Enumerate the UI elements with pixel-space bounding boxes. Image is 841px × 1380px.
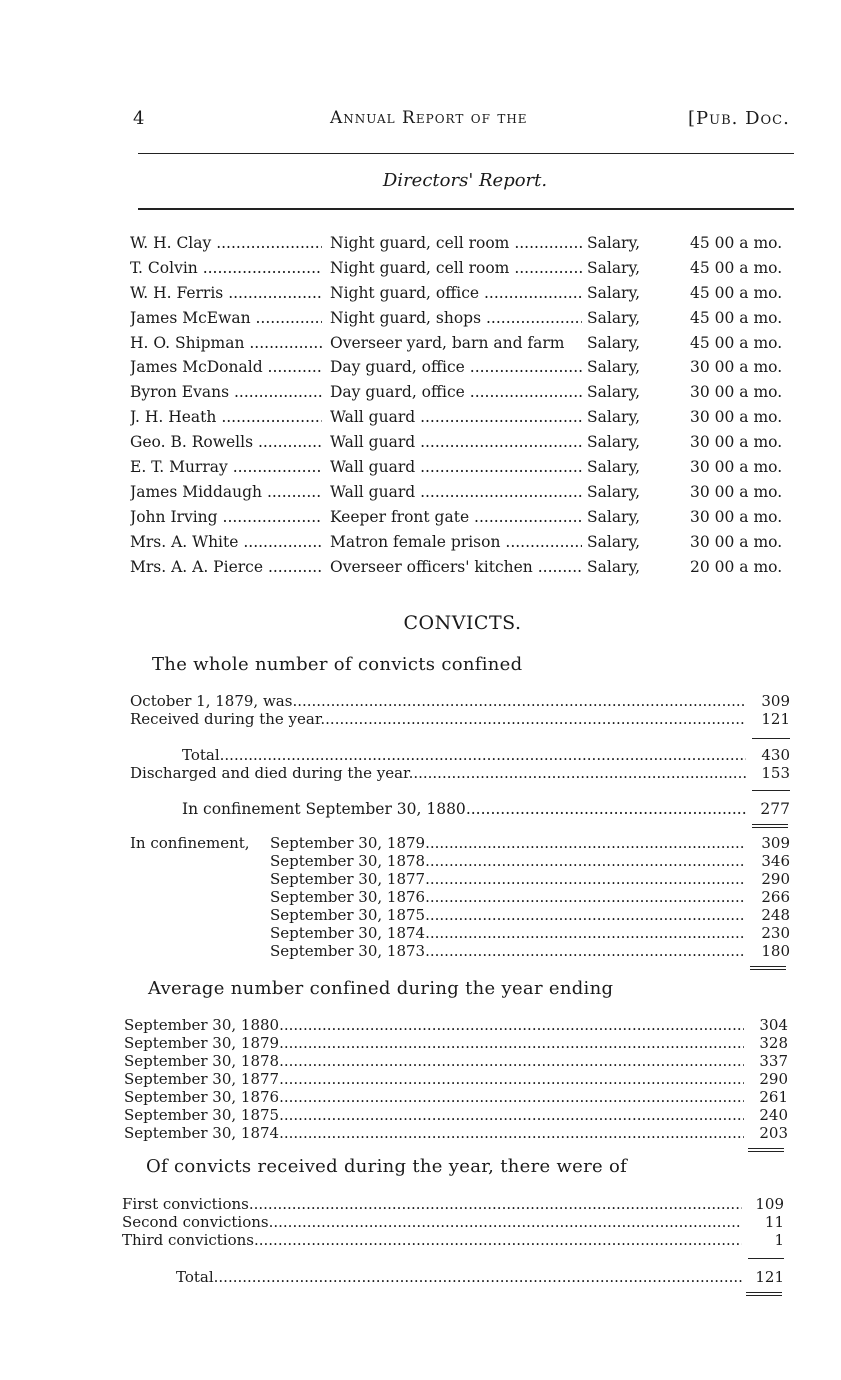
staff-row [130, 508, 800, 533]
staff-position: Keeper front gate ..... [330, 508, 582, 526]
staff-name: Mrs. A. A. Pierce ..... [130, 558, 322, 576]
staff-pay-type: Salary, [587, 258, 641, 277]
received-total-label: Total ..... [176, 1268, 742, 1286]
history-value: 230 [761, 924, 790, 942]
october-label: October 1, 1879, was ..... [130, 692, 746, 710]
confinement-label: In confinement September 30, 1880 ..... [182, 800, 746, 818]
average-value: 203 [759, 1124, 788, 1142]
average-date: September 30, 1876 ..... [124, 1088, 744, 1106]
average-date: September 30, 1875 ..... [124, 1106, 744, 1124]
whole-number-intro: The whole number of convicts confined [152, 654, 523, 675]
staff-position: Night guard, cell room ..... [330, 259, 582, 277]
total-value: 430 [761, 746, 790, 764]
staff-amount: 45 00 a mo. [690, 308, 783, 327]
average-value: 304 [759, 1016, 788, 1034]
double-rule [750, 966, 786, 970]
page-header [0, 108, 841, 134]
staff-amount: 45 00 a mo. [690, 234, 783, 252]
staff-position: Night guard, cell room ..... [330, 234, 582, 252]
staff-row [130, 433, 800, 458]
average-date: September 30, 1877 ..... [124, 1070, 744, 1088]
history-date: September 30, 1873 ..... [270, 942, 746, 960]
confinement-row [182, 800, 790, 818]
staff-amount: 30 00 a mo. [690, 458, 783, 477]
staff-row [130, 334, 800, 359]
staff-position: Matron female prison ..... [330, 533, 582, 551]
staff-pay-type: Salary, [587, 358, 641, 377]
double-rule [748, 1148, 784, 1152]
history-value: 309 [761, 834, 790, 852]
staff-pay-type: Salary, [587, 433, 641, 452]
history-row [270, 852, 790, 870]
staff-row [130, 358, 800, 383]
discharged-label: Discharged and died during the year ..... [130, 764, 746, 782]
history-value: 248 [761, 906, 790, 924]
staff-name: T. Colvin ..... [130, 259, 322, 277]
received-breakdown-intro: Of convicts received during the year, there were of [146, 1156, 628, 1177]
double-rule [752, 824, 788, 828]
staff-name: James McDonald ..... [130, 358, 322, 376]
received-total-row [176, 1268, 784, 1286]
conviction-label: First convictions ..... [122, 1195, 742, 1213]
staff-position: Night guard, office ..... [330, 284, 582, 302]
history-row [270, 924, 790, 942]
staff-pay-type: Salary, [587, 234, 641, 252]
received-row [130, 710, 790, 728]
difference-rule [752, 790, 790, 791]
staff-pay-type: Salary, [587, 383, 641, 402]
staff-name: Byron Evans ..... [130, 383, 322, 401]
average-value: 240 [759, 1106, 788, 1124]
conviction-label: Second convictions ..... [122, 1213, 742, 1231]
average-row [124, 1088, 788, 1106]
staff-amount: 30 00 a mo. [690, 507, 783, 526]
staff-pay-type: Salary, [587, 507, 641, 526]
staff-pay-type: Salary, [587, 557, 641, 576]
staff-pay-type: Salary, [587, 283, 641, 302]
history-date: September 30, 1878 ..... [270, 852, 746, 870]
staff-pay-type: Salary, [587, 482, 641, 501]
average-date: September 30, 1878 ..... [124, 1052, 744, 1070]
average-row [124, 1016, 788, 1034]
staff-list [130, 234, 800, 582]
conviction-value: 109 [755, 1195, 784, 1213]
history-date: September 30, 1874 ..... [270, 924, 746, 942]
page-number: 4 [133, 108, 145, 129]
received-total-value: 121 [755, 1268, 784, 1286]
staff-name: James McEwan ..... [130, 309, 322, 327]
staff-position: Overseer officers' kitchen ..... [330, 558, 582, 576]
staff-pay-type: Salary, [587, 308, 641, 327]
staff-pay-type: Salary, [587, 458, 641, 477]
average-row [124, 1124, 788, 1142]
history-row [270, 906, 790, 924]
discharged-row [130, 764, 790, 782]
staff-pay-type: Salary, [587, 532, 641, 551]
staff-name: Mrs. A. White ..... [130, 533, 322, 551]
sum-rule [752, 738, 790, 739]
october-value: 309 [761, 692, 790, 710]
staff-amount: 30 00 a mo. [690, 532, 783, 551]
staff-pay-type: Salary, [587, 333, 641, 352]
average-value: 261 [759, 1088, 788, 1106]
history-date: September 30, 1875 ..... [270, 906, 746, 924]
conviction-value: 11 [764, 1213, 784, 1231]
staff-amount: 30 00 a mo. [690, 433, 783, 452]
average-date: September 30, 1879 ..... [124, 1034, 744, 1052]
conviction-value: 1 [774, 1231, 784, 1249]
history-value: 346 [761, 852, 790, 870]
history-value: 290 [761, 870, 790, 888]
staff-amount: 45 00 a mo. [690, 258, 783, 277]
history-value: 180 [761, 942, 790, 960]
conviction-label: Third convictions ..... [122, 1231, 742, 1249]
history-date: September 30, 1877 ..... [270, 870, 746, 888]
average-row [124, 1106, 788, 1124]
conviction-row [122, 1231, 784, 1249]
staff-name: James Middaugh ..... [130, 483, 322, 501]
received-value: 121 [761, 710, 790, 728]
staff-name: John Irving ..... [130, 508, 322, 526]
staff-amount: 45 00 a mo. [690, 333, 783, 352]
staff-row [130, 309, 800, 334]
staff-row [130, 483, 800, 508]
average-value: 290 [759, 1070, 788, 1088]
history-value: 266 [761, 888, 790, 906]
staff-name: E. T. Murray ..... [130, 458, 322, 476]
staff-position: Wall guard ..... [330, 458, 582, 476]
received-label: Received during the year ..... [130, 710, 746, 728]
section-rule [138, 208, 794, 210]
average-row [124, 1070, 788, 1088]
staff-amount: 30 00 a mo. [690, 358, 783, 377]
history-row [270, 870, 790, 888]
staff-position: Wall guard ..... [330, 408, 582, 426]
history-row [270, 834, 790, 852]
staff-row [130, 284, 800, 309]
total-label: Total ..... [182, 746, 746, 764]
staff-row [130, 533, 800, 558]
history-date: September 30, 1876 ..... [270, 888, 746, 906]
staff-amount: 45 00 a mo. [690, 283, 783, 302]
running-title: Annual Report of the [330, 108, 528, 128]
average-date: September 30, 1874 ..... [124, 1124, 744, 1142]
staff-position: Wall guard ..... [330, 433, 582, 451]
staff-position: Wall guard ..... [330, 483, 582, 501]
staff-name: Geo. B. Rowells ..... [130, 433, 322, 451]
average-date: September 30, 1880 ..... [124, 1016, 744, 1034]
sum-rule [748, 1258, 784, 1259]
staff-row [130, 259, 800, 284]
staff-name: W. H. Ferris ..... [130, 284, 322, 302]
average-row [124, 1052, 788, 1070]
staff-amount: 30 00 a mo. [690, 482, 783, 501]
history-heading: In confinement, [130, 834, 250, 852]
october-row [130, 692, 790, 710]
total-row [182, 746, 790, 764]
staff-pay-type: Salary, [587, 408, 641, 427]
staff-name: J. H. Heath ..... [130, 408, 322, 426]
convicts-heading: CONVICTS. [403, 612, 522, 634]
section-title: Directors' Report. [382, 170, 548, 191]
staff-amount: 30 00 a mo. [690, 383, 783, 402]
double-rule [746, 1292, 782, 1296]
conviction-row [122, 1213, 784, 1231]
staff-name: H. O. Shipman ..... [130, 334, 322, 352]
history-date: September 30, 1879 ..... [270, 834, 746, 852]
staff-position: Day guard, office ..... [330, 383, 582, 401]
conviction-row [122, 1195, 784, 1213]
average-value: 337 [759, 1052, 788, 1070]
staff-position: Day guard, office ..... [330, 358, 582, 376]
average-value: 328 [759, 1034, 788, 1052]
staff-position: Night guard, shops ..... [330, 309, 582, 327]
average-row [124, 1034, 788, 1052]
staff-position: Overseer yard, barn and farm [330, 333, 565, 352]
history-row [270, 888, 790, 906]
history-row [270, 942, 790, 960]
average-intro: Average number confined during the year ending [148, 978, 614, 999]
discharged-value: 153 [761, 764, 790, 782]
confinement-value: 277 [760, 800, 790, 818]
staff-amount: 20 00 a mo. [690, 557, 783, 576]
staff-row [130, 458, 800, 483]
staff-row [130, 383, 800, 408]
publication-doc-label: [Pub. Doc. [688, 108, 790, 129]
staff-row [130, 234, 800, 259]
staff-row [130, 408, 800, 433]
staff-name: W. H. Clay ..... [130, 234, 322, 252]
header-rule [138, 153, 794, 154]
staff-row [130, 558, 800, 583]
staff-amount: 30 00 a mo. [690, 408, 783, 427]
